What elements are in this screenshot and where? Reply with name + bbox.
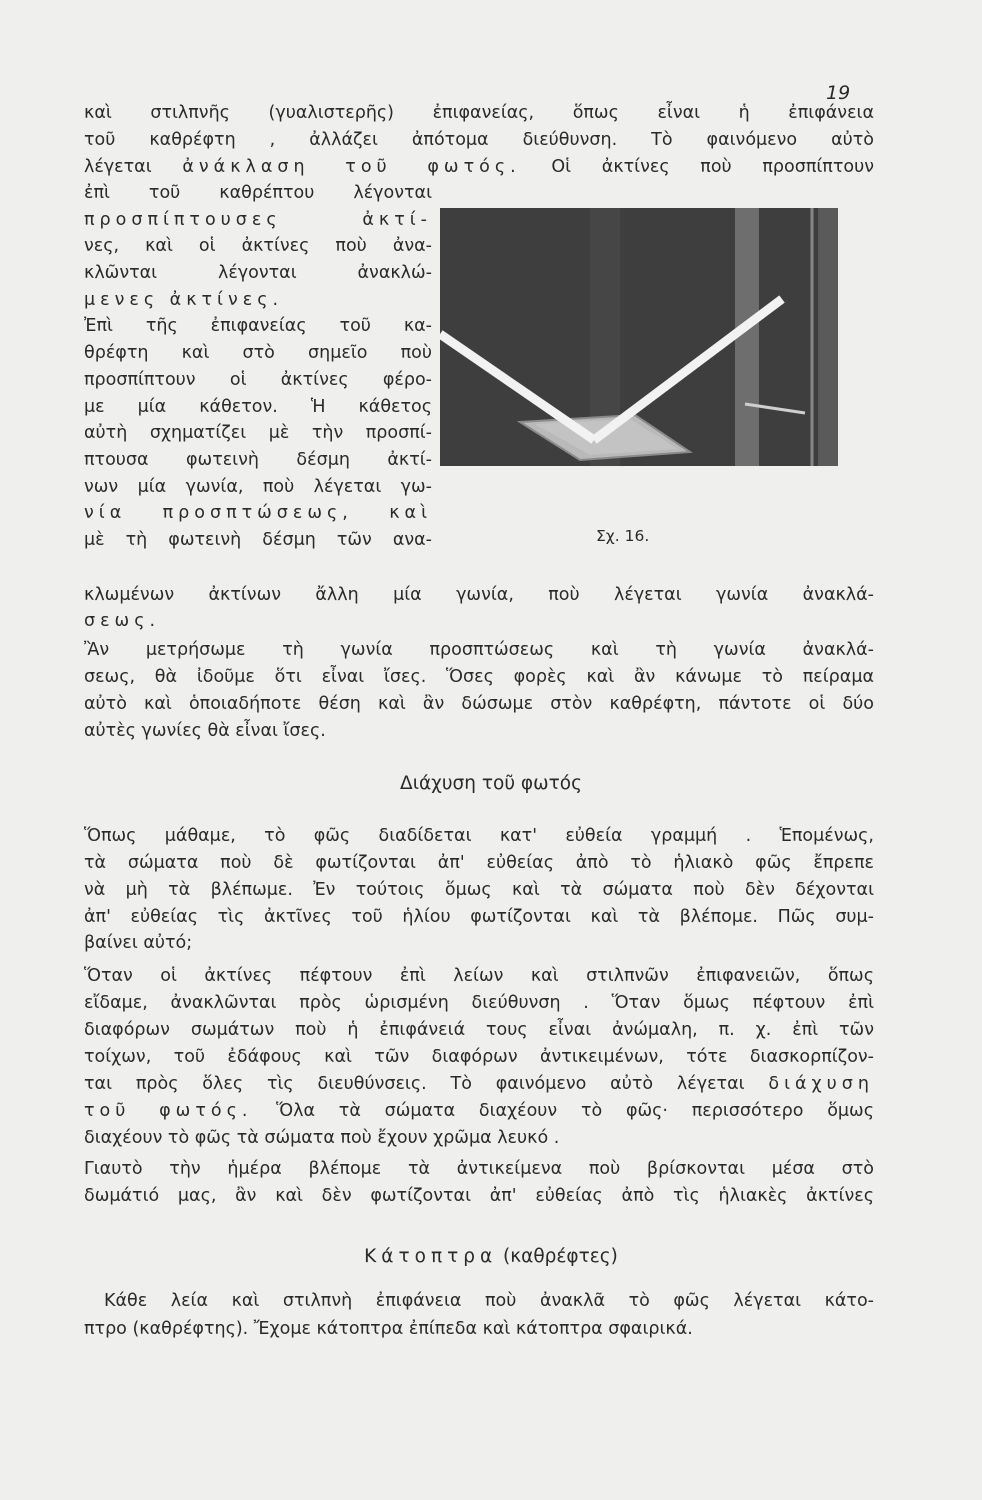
text-line: προσπίπτουσες ἀκτί- [84,210,432,230]
text-line: ἐπὶ τοῦ καθρέπτου λέγονται [84,183,432,203]
text-line: νὰ μὴ τὰ βλέπωμε. Ἐν τούτοις ὅμως καὶ τὰ σώματα ποὺ δὲν δέχονται [84,880,874,900]
figure-caption: Σχ. 16. [596,527,650,545]
text-line: νες, καὶ οἱ ἀκτίνες ποὺ ἀνα- [84,236,432,256]
text-line: αὐτὲς γωνίες θὰ εἶναι ἴσες. [84,721,326,741]
text-fragment: λέγεται [84,157,152,177]
text-line: σεως. [84,611,161,631]
text-line: Ἐπὶ τῆς ἐπιφανείας τοῦ κα- [84,316,432,336]
text-line: νία προσπτώσεως, καὶ [84,503,432,523]
text-line: νων μία γωνία, ποὺ λέγεται γω- [84,477,432,497]
text-fragment: Οἱ ἀκτίνες ποὺ προσπίπτουν [551,157,874,177]
spaced-term: ἀνάκλαση τοῦ φωτός. [182,157,521,177]
text-line: τοίχων, τοῦ ἐδάφους καὶ τῶν διαφόρων ἀντικειμένων, τότε διασκορπίζον- [84,1047,874,1067]
text-line: μενες ἀκτίνες. [84,290,284,310]
text-line: πτρο (καθρέφτης). Ἔχομε κάτοπτρα ἐπίπεδα καὶ κάτοπτρα σφαιρικά. [84,1319,693,1339]
wall-edge [818,208,838,466]
text-line: βαίνει αὐτό; [84,933,193,953]
text-line: προσπίπτουν οἱ ἀκτίνες φέρο- [84,370,432,390]
text-line: τὰ σώματα ποὺ δὲ φωτίζονται ἀπ' εὐθείας ἀπὸ τὸ ἡλιακὸ φῶς ἔπρεπε [84,853,874,873]
text-line: Ἂν μετρήσωμε τὴ γωνία προσπτώσεως καὶ τὴ γωνία ἀνακλά- [84,640,874,660]
section-heading-mirrors [0,1246,982,1267]
text-line: καὶ στιλπνῆς (γυαλιστερῆς) ἐπιφανείας, ὅπως εἶναι ἡ ἐπιφάνεια [84,103,874,123]
text-line: με μία κάθετον. Ἡ κάθετος [84,397,432,417]
text-line: μὲ τὴ φωτεινὴ δέσμη τῶν ανα- [84,530,432,550]
text-line: Γιαυτὸ τὴν ἡμέρα βλέπομε τὰ ἀντικείμενα ποὺ βρίσκονται μέσα στὸ [84,1159,874,1179]
text-line: διαφόρων σωμάτων ποὺ ἡ ἐπιφάνειά τους εἶναι ἀνώμαλη, π. χ. ἐπὶ τῶν [84,1020,874,1040]
text-line: κλῶνται λέγονται ἀνακλώ- [84,263,432,283]
text-line: αὐτὴ σχηματίζει μὲ τὴν προσπί- [84,423,432,443]
text-line: σεως, θὰ ἰδοῦμε ὅτι εἶναι ἴσες. Ὅσες φορὲς καὶ ἂν κάνωμε τὸ πείραμα [84,667,874,687]
reflection-figure [440,208,838,466]
text-line: διαχέουν τὸ φῶς τὰ σώματα ποὺ ἔχουν χρῶμα λευκό . [84,1128,560,1148]
text-line [84,1100,874,1122]
text-line: θρέφτη καὶ στὸ σημεῖο ποὺ [84,343,432,363]
spaced-term: τοῦ φωτός. [84,1101,253,1121]
spaced-term: διάχυση [768,1074,874,1094]
heading-parenthetical: (καθρέφτες) [503,1246,618,1267]
section-heading-diffusion: Διάχυση τοῦ φωτός [400,773,582,794]
text-line: πτουσα φωτεινὴ δέσμη ἀκτί- [84,450,432,470]
text-line: ἀπ' εὐθείας τὶς ἀκτῖνες τοῦ ἡλίου φωτίζονται καὶ τὰ βλέπομε. Πῶς συμ- [84,907,874,927]
page-number: 19 [826,82,851,104]
text-line: αὐτὸ καὶ ὁποιαδήποτε θέση καὶ ἂν δώσωμε στὸν καθρέφτη, πάντοτε οἱ δύο [84,694,874,714]
heading-term: Κάτοπτρα [364,1246,498,1267]
text-fragment: Ὅλα τὰ σώματα διαχέουν τὸ φῶς· περισσότερο ὅμως [276,1101,874,1121]
text-line: Ὅπως μάθαμε, τὸ φῶς διαδίδεται κατ' εὐθεία γραμμή . Ἑπομένως, [84,826,874,846]
text-line: εἴδαμε, ἀνακλῶνται πρὸς ὡρισμένη διεύθυνση . Ὅταν ὅμως πέφτουν ἐπὶ [84,993,874,1013]
text-line: τοῦ καθρέφτη , ἀλλάζει ἀπότομα διεύθυνση. Τὸ φαινόμενο αὐτὸ [84,130,874,150]
text-line: κλωμένων ἀκτίνων ἄλλη μία γωνία, ποὺ λέγεται γωνία ἀνακλά- [84,585,874,605]
text-line [84,1073,874,1095]
text-fragment: ται πρὸς ὅλες τὶς διευθύνσεις. Τὸ φαινόμενο αὐτὸ λέγεται [84,1074,745,1094]
text-line: Ὅταν οἱ ἀκτίνες πέφτουν ἐπὶ λείων καὶ στιλπνῶν ἐπιφανειῶν, ὅπως [84,966,874,986]
text-line: Κάθε λεία καὶ στιλπνὴ ἐπιφάνεια ποὺ ἀνακλᾶ τὸ φῶς λέγεται κάτο- [104,1291,874,1311]
text-line: δωμάτιό μας, ἂν καὶ δὲν φωτίζονται ἀπ' εὐθείας ἀπὸ τὶς ἡλιακὲς ἀκτίνες [84,1186,874,1206]
text-line [84,156,874,178]
